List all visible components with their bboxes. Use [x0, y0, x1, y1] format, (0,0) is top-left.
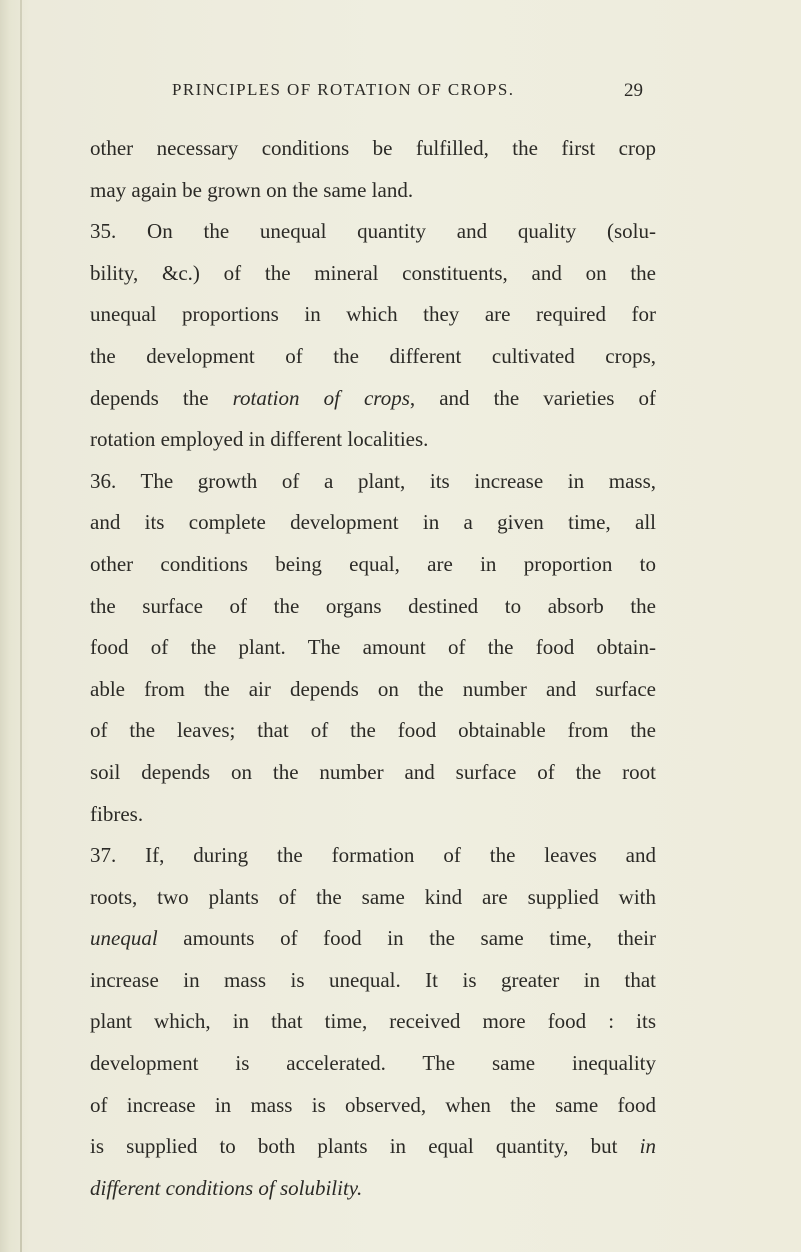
page-number: 29 [624, 80, 643, 101]
text-line: soil depends on the number and surface of the root [90, 759, 656, 784]
emphasis-unequal: unequal [90, 926, 158, 951]
text-line [90, 1168, 656, 1210]
running-header [172, 80, 628, 100]
emphasis-rotation-of-crops: rotation of crops [232, 385, 410, 410]
text-segment: depends the [90, 385, 209, 410]
text-line [90, 918, 656, 960]
text-line: of the leaves; that of the food obtainable from the [90, 718, 656, 743]
text-segment: is supplied to both plants in equal quantity, but [90, 1134, 618, 1159]
text-segment: amounts of food in the same time, their [183, 926, 656, 951]
text-line: able from the air depends on the number and surface [90, 676, 656, 701]
emphasis-in: in [639, 1134, 657, 1159]
text-line: increase in mass is unequal. It is greater in that [90, 967, 656, 992]
paragraph-35-start: 35. On the unequal quantity and quality (solu- [90, 219, 656, 244]
text-line: of increase in mass is observed, when the same food [90, 1092, 656, 1117]
text-line: the development of the different cultivated crops, [90, 343, 656, 368]
text-line: unequal proportions in which they are required for [90, 302, 656, 327]
text-line [90, 1126, 656, 1168]
text-line: roots, two plants of the same kind are supplied with [90, 884, 656, 909]
text-line: plant which, in that time, received more food : its [90, 1009, 656, 1034]
text-line: rotation employed in different localities. [90, 427, 429, 452]
text-line: bility, &c.) of the mineral constituents, and on the [90, 260, 656, 285]
text-line: development is accelerated. The same inequality [90, 1051, 656, 1076]
emphasis-different-conditions: different conditions of solubility. [90, 1175, 363, 1200]
text-line: fibres. [90, 801, 144, 826]
text-line: and its complete development in a given time, all [90, 510, 656, 535]
text-line: may again be grown on the same land. [90, 177, 414, 202]
text-line: other conditions being equal, are in proportion to [90, 551, 656, 576]
body-text [90, 128, 656, 1209]
text-line [90, 378, 656, 420]
text-line: other necessary conditions be fulfilled, the first crop [90, 136, 656, 160]
paragraph-37-start: 37. If, during the formation of the leaves and [90, 843, 656, 868]
text-line: the surface of the organs destined to absorb the [90, 593, 656, 618]
paragraph-36-start: 36. The growth of a plant, its increase in mass, [90, 468, 656, 493]
running-title: PRINCIPLES OF ROTATION OF CROPS. [172, 80, 515, 99]
page-gutter-shadow [20, 0, 22, 1252]
text-segment: , and the varieties of [409, 385, 656, 410]
text-line: food of the plant. The amount of the food obtain- [90, 635, 656, 660]
